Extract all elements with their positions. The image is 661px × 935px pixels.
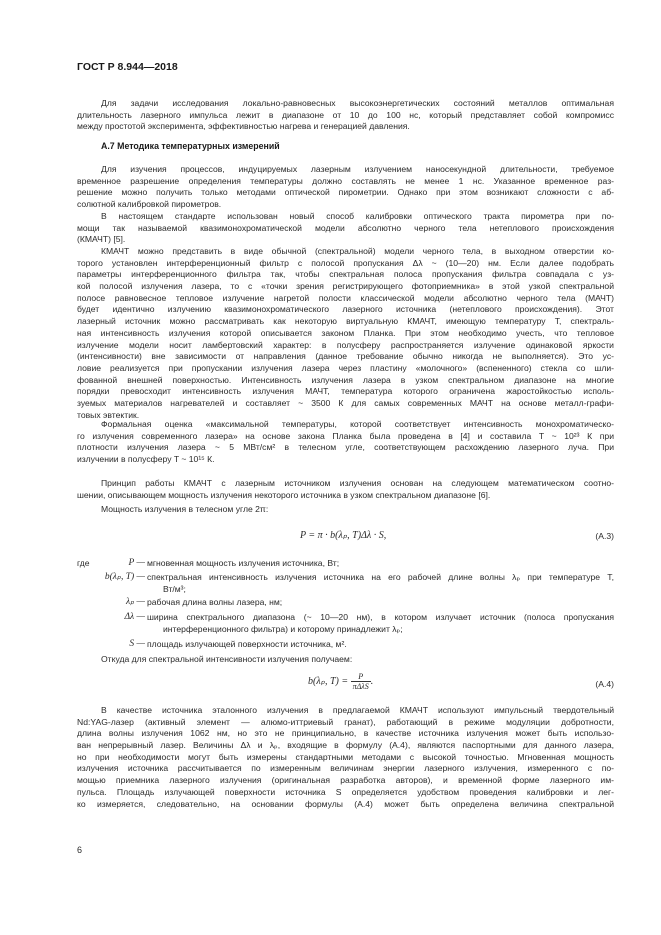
- definition-item: [77, 612, 614, 635]
- text-line: ловие реализуется при пропускании излучения лазера через пластину «молочного» (вспененного) стекла со шли-: [77, 362, 614, 373]
- definition-item: [77, 639, 614, 651]
- text-line: шении, описывающем мощность излучения некоторого источника в узком спектральном диапазоне [6].: [77, 489, 491, 500]
- text-line: товых эвтектик.: [77, 409, 140, 420]
- text-line: будет идентично излучению квазимонохроматического лазерного источника (нетеплового происхождения). Этот: [77, 304, 614, 315]
- text-line: длина волны излучения 1062 нм, но это не принципиально, в качестве источника излучения может быть использо-: [77, 728, 614, 739]
- text-line: ван непрерывный лазер. Величины Δλ и λₚ, входящие в формулу (А.4), являются паспортными для данного лазера,: [77, 740, 614, 751]
- definition-text: интерференционного фильтра) и которому принадлежит λₚ;: [163, 623, 403, 634]
- text-line: Принцип работы КМАЧТ с лазерным источником излучения основан на следующем математическом соотно-: [101, 478, 614, 488]
- text-line: фованной внешней поверхностью. Интенсивность излучения лазера в узком спектральном диапазоне на многие: [77, 374, 614, 385]
- text-line: КМАЧТ можно представить в виде обычной (спектральной) модели черного тела, в выходном отверстии ко-: [101, 246, 614, 256]
- equation-label-a3: (А.3): [595, 531, 614, 541]
- text-line: полосе равновесное тепловое излучение нагретой полости классической модели абсолютно черного тела (МАЧТ): [77, 292, 614, 303]
- paragraph: [77, 246, 614, 421]
- text-line: решение можно получить только методами оптической пирометрии. Однако при этом возникают сложности с аб-: [77, 187, 614, 198]
- fraction: [351, 672, 371, 691]
- numerator: P: [351, 672, 371, 682]
- definition-text: площадь излучающей поверхности источника, м².: [147, 639, 347, 649]
- where-label: где: [77, 558, 90, 568]
- paragraph: [77, 478, 614, 501]
- definition-item: [77, 572, 614, 595]
- text-line: но при необходимости могут быть измерены стандартными методами с высокой точностью. Мгновенная мощность: [77, 751, 614, 762]
- definition-text: мгновенная мощность излучения источника, Вт;: [147, 558, 340, 568]
- text-line: Nd:YAG-лазер (активный элемент — алюмо-иттриевый гранат), работающий в режиме модуляции добротности,: [77, 716, 614, 727]
- text-line: длительность лазерного импульса лежит в диапазоне от 10 до 100 нс, который представляет собой компромисс: [77, 109, 614, 120]
- text-line: излучения источника рассчитывается по измеренным величинам энергии лазерного излучения, измеренного с по-: [77, 763, 614, 774]
- text-line: Для изучения процессов, индуцируемых лазерным излучением наносекундной длительности, требуемое: [101, 164, 614, 174]
- text-line: (интенсивности) вне зависимости от направления (данное требование обычно никогда не выполняется). Это ус-: [77, 351, 614, 362]
- paragraph: [77, 164, 614, 211]
- text-line: го излучения современного лазера» на основе закона Планка была проведена в [4] и составила T ~ 10²³ К при: [77, 430, 614, 441]
- text-line: излучение модели носит ламбертовский характер: в полусферу распространяется излучение одинаковой яркости: [77, 339, 614, 350]
- equation-lhs: b(λₚ, T) =: [308, 675, 349, 687]
- definition-text: рабочая длина волны лазера, нм;: [147, 597, 283, 607]
- definition-item: [77, 558, 614, 570]
- page-number: 6: [77, 845, 83, 855]
- text-line: между простотой эксперимента, эффективностью нагрева и генерацией давления.: [77, 121, 410, 132]
- denominator: πΔλS: [352, 682, 369, 691]
- text-line: ная интенсивность излучения которой описывается законом Планка. При этом необходимо учесть, что тепловое: [77, 327, 614, 338]
- text-line: лазерный источник можно рассматривать как некоторую виртуальную КМАЧТ, имеющую температуру T, спектраль-: [77, 316, 614, 327]
- equation-a4: [308, 672, 373, 691]
- text-line: ко измеряется, следовательно, на основании формулы (А.4) может быть определена величина спектральной: [77, 798, 614, 809]
- definition-symbol: S —: [129, 639, 145, 649]
- definition-text: Вт/м³;: [163, 583, 186, 594]
- definition-symbol: P —: [128, 558, 145, 568]
- text-line: мощью приемника лазерного излучения (оригинальная разработка авторов), и временной форме лазерного им-: [77, 775, 614, 786]
- equation-a3: P = π · b(λₚ, T)Δλ · S,: [300, 530, 387, 541]
- paragraph: [77, 504, 614, 516]
- text-line: Мощность излучения в телесном угле 2π:: [101, 504, 269, 514]
- text-line: плотности излучения лазера ~ 5 МВт/см² в телесном угле, соответствующем расхождению лазерного луча. При: [77, 442, 614, 453]
- paragraph: [77, 705, 614, 810]
- text-line: Для задачи исследования локально-равновесных высокоэнергетических состояний металлов оптимальная: [101, 98, 614, 108]
- definition-symbol: Δλ —: [124, 612, 145, 622]
- definition-item: [77, 597, 614, 609]
- paragraph: [77, 419, 614, 466]
- text-line: Откуда для спектральной интенсивности излучения получаем:: [101, 654, 353, 664]
- text-line: пульса. Площадь излучающей поверхности источника S определяется удобством проведения калибровки и лег-: [77, 786, 614, 797]
- text-line: В настоящем стандарте использован новый способ калибровки оптического тракта пирометра при по-: [101, 211, 614, 221]
- definition-symbol: b(λₚ, T) —: [104, 572, 145, 582]
- section-heading: А.7 Методика температурных измерений: [101, 141, 280, 151]
- paragraph: [77, 211, 614, 246]
- text-line: временное разрешение определения температуры должно составлять не менее 1 нс. Указанное временное раз-: [77, 175, 614, 186]
- text-line: Формальная оценка «максимальной температуры, которой соответствует интенсивность монохроматическо-: [101, 419, 614, 429]
- text-line: мощи так называемой квазимонохроматической модели абсолютно черного тела нетеплового происхождения: [77, 222, 614, 233]
- text-line: параметры интерференционного фильтра так, чтобы спектральная полоса пропускания фильтра совпадала с уз-: [77, 269, 614, 280]
- text-line: кой полосой излучения лазера, то с «точки зрения регистрирующего фотоприемника» в этой узкой спектральной: [77, 281, 614, 292]
- equation-label-a4: (А.4): [595, 679, 614, 689]
- definition-text: ширина спектрального диапазона (~ 10—20 нм), в котором излучает источник (полоса пропускания: [147, 612, 614, 622]
- text-line: (КМАЧТ) [5].: [77, 234, 126, 245]
- paragraph: [77, 98, 614, 133]
- document-header: ГОСТ Р 8.944—2018: [77, 61, 178, 73]
- text-line: В качестве источника эталонного излучения в предлагаемой КМАЧТ используют импульсный твердотельный: [101, 705, 614, 715]
- definition-symbol: λₚ —: [125, 597, 145, 607]
- text-line: зуемых материалов нагревателей и составляет ~ 3500 К для самых современных МАЧТ на основе металл-графи-: [77, 397, 614, 408]
- equation-tail: .: [370, 675, 374, 687]
- definition-text: спектральная интенсивность излучения источника на его рабочей длине волны λₚ при температуре T,: [147, 572, 614, 582]
- text-line: излучении в полусферу T ~ 10¹⁵ К.: [77, 454, 215, 465]
- text-line: торого установлен интерференционный фильтр с полосой пропускания Δλ ~ (10—20) нм. Если далее подобрать: [77, 257, 614, 268]
- text-line: порядки превосходит интенсивность излучения МАЧТ, температура которого ограничена жаростойкостью исполь-: [77, 386, 614, 397]
- paragraph: [77, 654, 614, 666]
- text-line: солютной калибровкой пирометров.: [77, 199, 222, 210]
